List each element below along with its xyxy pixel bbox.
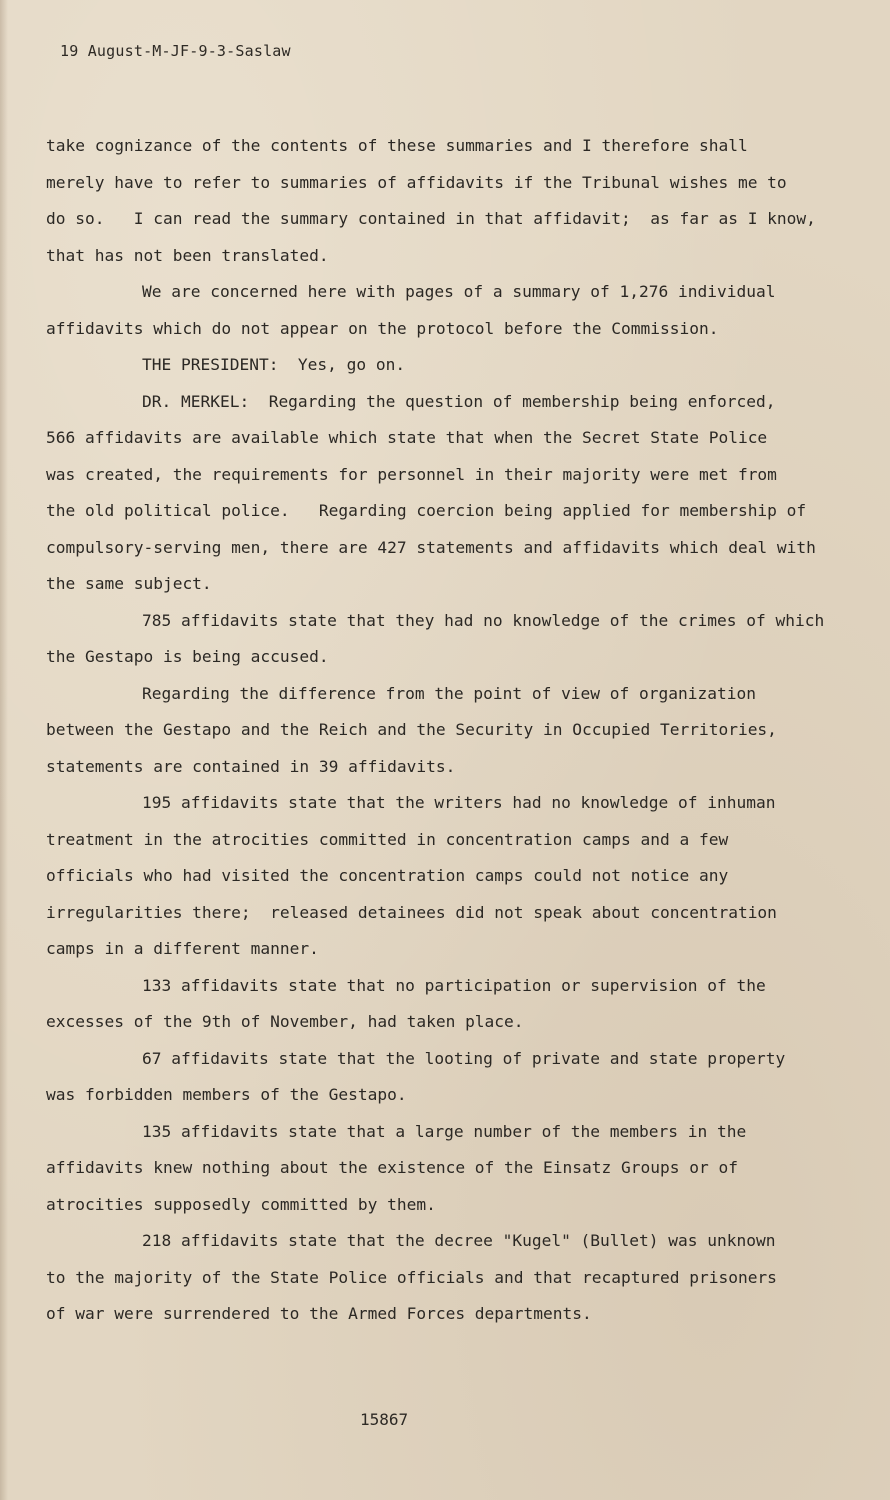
paragraph xyxy=(46,785,826,968)
text-line: affidavits which do not appear on the protocol before the Commission. xyxy=(46,318,719,338)
text-line: atrocities supposedly committed by them. xyxy=(46,1194,436,1214)
text-line: excesses of the 9th of November, had taken place. xyxy=(46,1012,524,1031)
text-line: 566 affidavits are available which state that when the Secret State Police xyxy=(46,428,768,447)
text-line: take cognizance of the contents of these summaries and I therefore shall xyxy=(46,136,748,155)
page-number: 15867 xyxy=(360,1410,409,1429)
text-line: affidavits knew nothing about the existence of the Einsatz Groups or of xyxy=(46,1158,738,1177)
paragraph xyxy=(46,968,826,1041)
text-line: that has not been translated. xyxy=(46,245,329,265)
paragraph xyxy=(46,1114,826,1224)
paragraph xyxy=(46,347,826,384)
text-line: 133 affidavits state that no participation or supervision of the xyxy=(142,975,766,995)
document-body xyxy=(46,128,826,1333)
text-line: officials who had visited the concentration camps could not notice any xyxy=(46,866,729,885)
text-line: 67 affidavits state that the looting of private and state property xyxy=(142,1048,786,1068)
text-line: the same subject. xyxy=(46,574,212,593)
text-line: the Gestapo is being accused. xyxy=(46,647,329,666)
paragraph xyxy=(46,274,826,347)
paragraph xyxy=(46,1223,826,1333)
text-line: to the majority of the State Police officials and that recaptured prisoners xyxy=(46,1267,777,1287)
text-line: treatment in the atrocities committed in concentration camps and a few xyxy=(46,829,729,849)
text-line: the old political police. Regarding coercion being applied for membership of xyxy=(46,501,807,520)
text-line: 195 affidavits state that the writers had no knowledge of inhuman xyxy=(142,793,776,812)
text-line: Regarding the difference from the point of view of organization xyxy=(142,683,756,703)
paragraph xyxy=(46,676,826,786)
text-line: camps in a different manner. xyxy=(46,939,319,958)
page-header-reference: 19 August-M-JF-9-3-Saslaw xyxy=(60,42,291,60)
text-line: between the Gestapo and the Reich and the Security in Occupied Territories, xyxy=(46,720,777,739)
text-line: statements are contained in 39 affidavits. xyxy=(46,756,456,776)
text-line: do so. I can read the summary contained in that affidavit; as far as I know, xyxy=(46,209,816,228)
text-line: DR. MERKEL: Regarding the question of membership being enforced, xyxy=(142,391,776,411)
text-line: 218 affidavits state that the decree "Kugel" (Bullet) was unknown xyxy=(142,1231,776,1250)
paragraph xyxy=(46,1041,826,1114)
text-line: compulsory-serving men, there are 427 statements and affidavits which deal with xyxy=(46,537,816,557)
text-line: was forbidden members of the Gestapo. xyxy=(46,1085,407,1104)
text-line: THE PRESIDENT: Yes, go on. xyxy=(142,355,406,374)
text-line: of war were surrendered to the Armed Forces departments. xyxy=(46,1304,592,1323)
text-line: We are concerned here with pages of a summary of 1,276 individual xyxy=(142,282,776,301)
paragraph xyxy=(46,384,826,603)
paragraph xyxy=(46,603,826,676)
text-line: merely have to refer to summaries of affidavits if the Tribunal wishes me to xyxy=(46,172,787,192)
paragraph xyxy=(46,128,826,274)
text-line: 135 affidavits state that a large number of the members in the xyxy=(142,1121,747,1141)
text-line: was created, the requirements for personnel in their majority were met from xyxy=(46,464,777,484)
page-edge-shadow xyxy=(0,0,8,1500)
text-line: 785 affidavits state that they had no knowledge of the crimes of which xyxy=(142,610,825,630)
text-line: irregularities there; released detainees did not speak about concentration xyxy=(46,902,777,922)
